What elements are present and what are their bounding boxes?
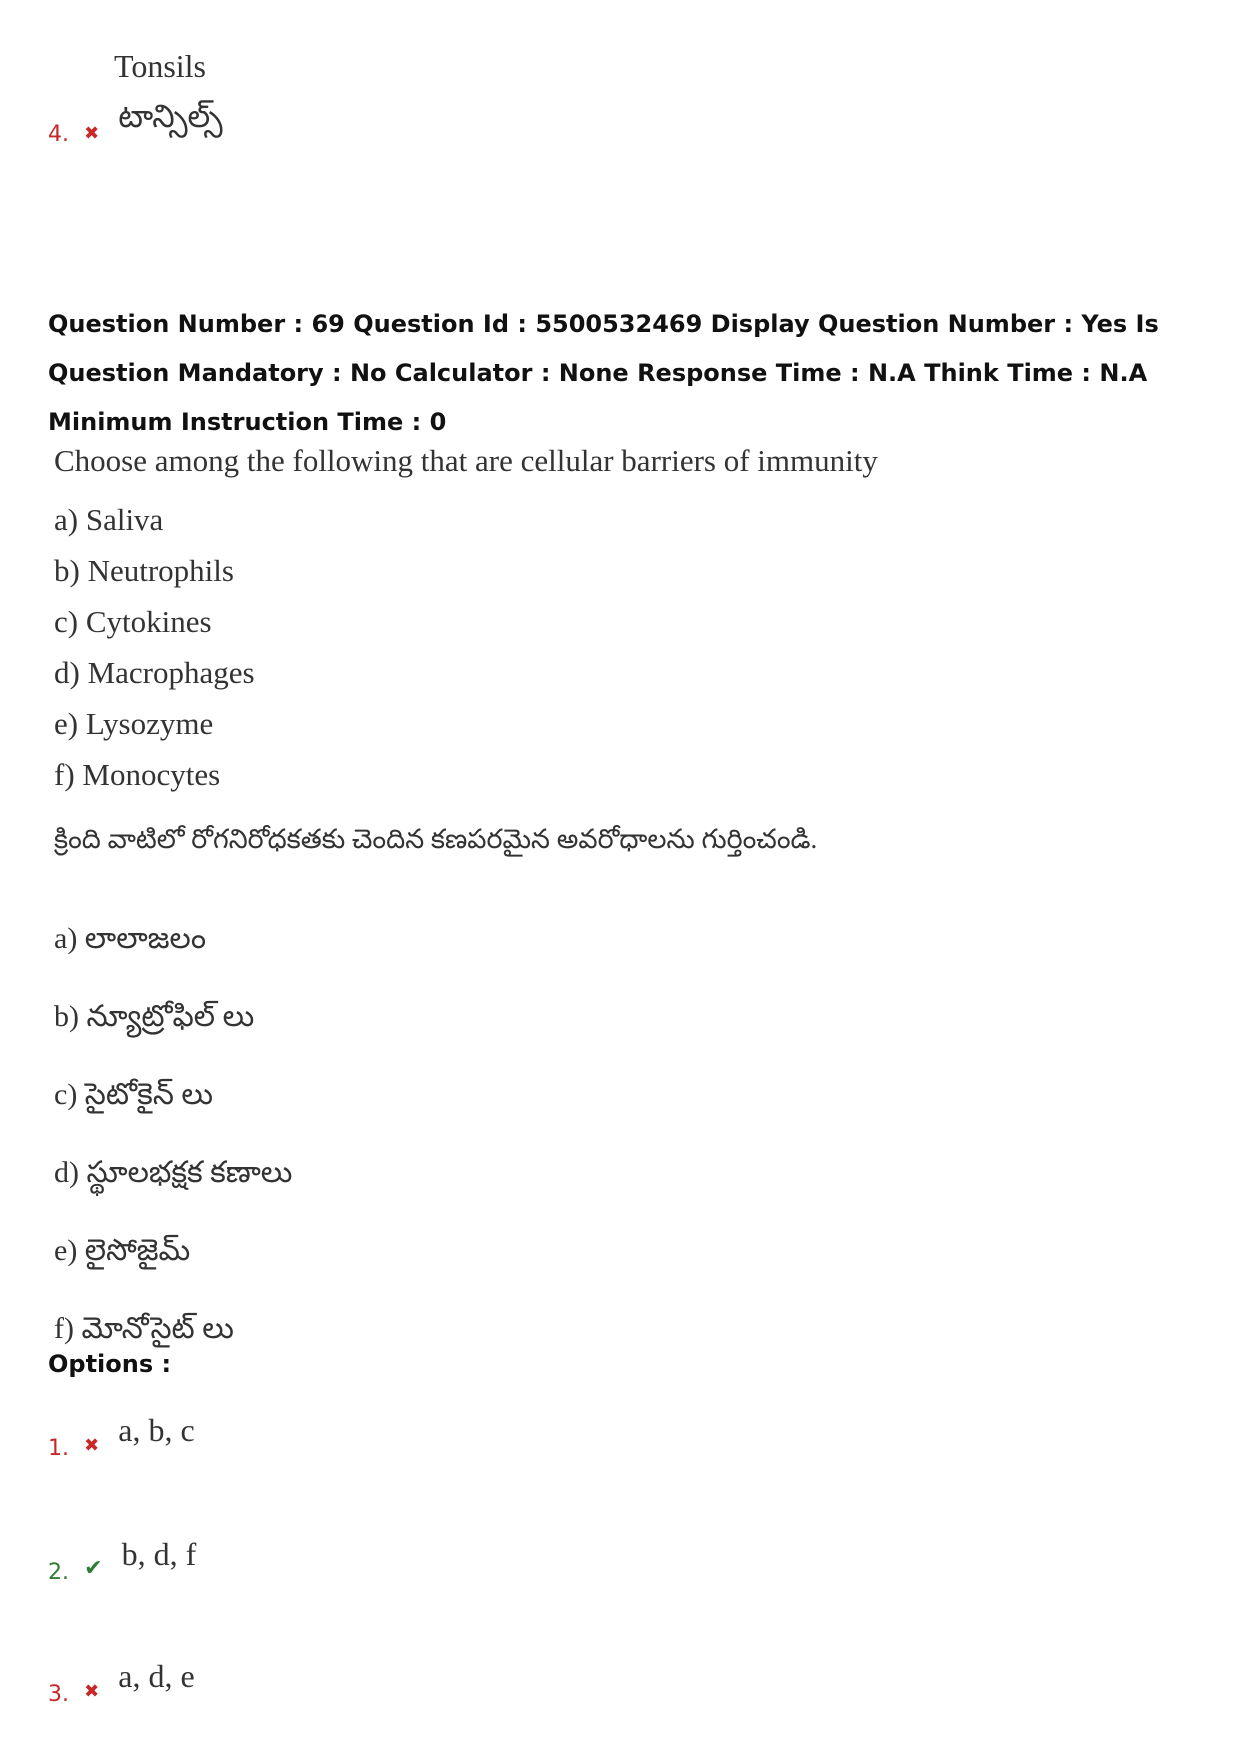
question-items-en (54, 494, 255, 800)
option-text: a, b, c (118, 1412, 195, 1448)
cross-icon: ✖ (84, 1435, 100, 1456)
option-1[interactable] (48, 1412, 195, 1461)
question-text-te: క్రింది వాటిలో రోగనిరోధకతకు చెందిన కణపరమైన అవరోధాలను గుర్తించండి. (54, 824, 818, 854)
question-text-en: Choose among the following that are cellular barriers of immunity (54, 443, 878, 478)
question-items-te (54, 900, 292, 1368)
list-item: c) Cytokines (54, 604, 212, 639)
list-item: b) న్యూట్రోఫిల్ లు (54, 1000, 255, 1033)
option-number: 3. (48, 1682, 69, 1707)
cross-icon: ✖ (84, 123, 100, 144)
list-item: e) Lysozyme (54, 706, 214, 741)
question-meta: Question Number : 69 Question Id : 5500532469 Display Question Number : Yes Is Question Mandatory : No Calculator : None Response Time : N.A Think Time : N.A Minimum Instruction Time : 0 (48, 310, 1159, 436)
option-text: a, d, e (118, 1658, 195, 1694)
options-label: Options : (48, 1350, 172, 1378)
list-item: f) Monocytes (54, 757, 221, 792)
option-number: 1. (48, 1436, 69, 1461)
option-text: b, d, f (121, 1536, 197, 1572)
list-item: f) మోనోసైట్ లు (54, 1312, 234, 1345)
prev-option-4-text-te: టాన్సిల్స్ (118, 98, 223, 134)
prev-option-4-text-en: Tonsils (114, 48, 206, 84)
cross-icon: ✖ (84, 1681, 100, 1702)
list-item: e) లైసోజైమ్ (54, 1234, 191, 1267)
check-icon: ✔ (84, 1556, 103, 1581)
list-item: c) సైటోకైన్ లు (54, 1078, 214, 1111)
option-number: 2. (48, 1560, 69, 1585)
option-3[interactable] (48, 1658, 195, 1707)
list-item: b) Neutrophils (54, 553, 234, 588)
list-item: d) Macrophages (54, 655, 255, 690)
list-item: a) Saliva (54, 502, 164, 537)
option-2[interactable] (48, 1536, 197, 1585)
prev-option-4 (48, 98, 223, 157)
list-item: a) లాలాజలం (54, 922, 207, 955)
prev-option-4-number: 4. (48, 122, 69, 147)
list-item: d) స్థూలభక్షక కణాలు (54, 1156, 293, 1189)
